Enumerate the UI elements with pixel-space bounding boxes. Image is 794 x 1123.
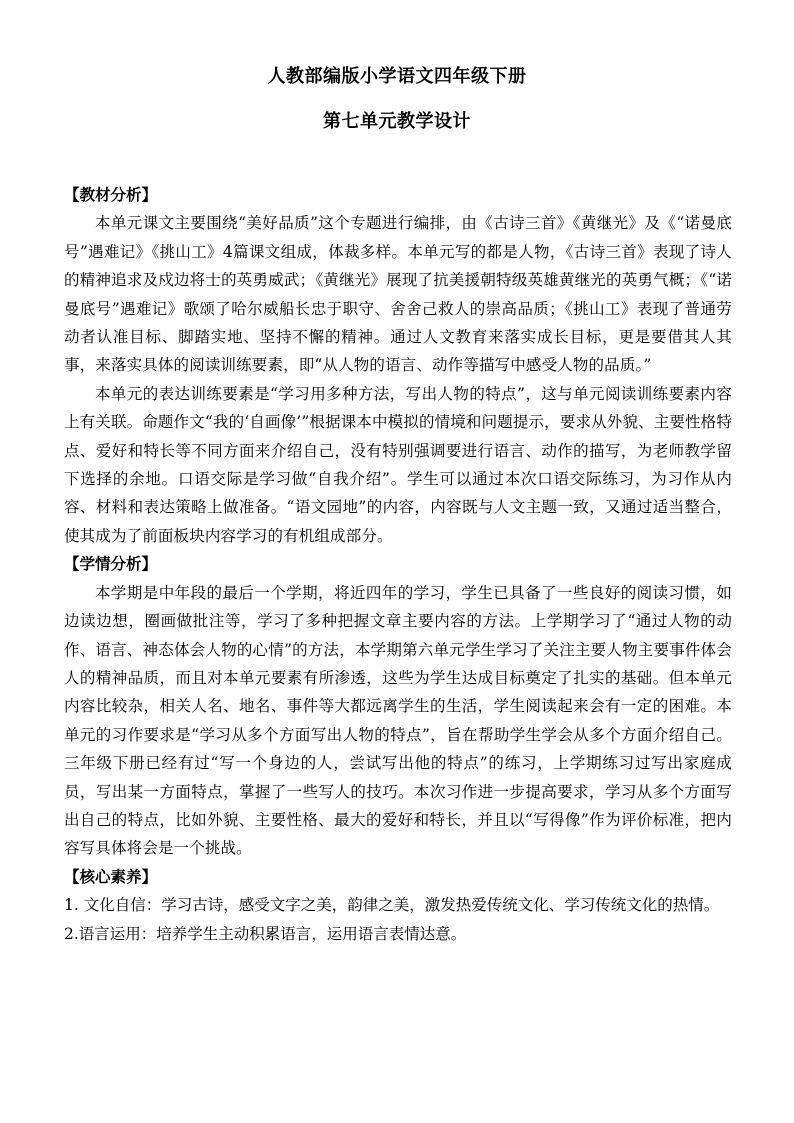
section-heading-core-literacy: 【核心素养】 [64, 867, 158, 886]
document-body [64, 181, 732, 948]
list-item: 2.语言运用：培养学生主动积累语言，运用语言表情达意。 [64, 924, 467, 943]
section-heading-textbook-analysis: 【教材分析】 [64, 186, 158, 204]
paragraph: 本单元的表达训练要素是“学习用多种方法，写出人物的特点”，这与单元阅读训练要素内容上有关联。命题作文“我的‘自画像’”根据课本中模拟的情境和问题提示，要求从外貌、主要性格特点、爱好和特长等不同方面来介绍自己，没有特别强调要进行语言、动作的描写，为老师教学留下选择的余地。口语交际是学习做“自我介绍”。学生可以通过本次口语交际练习，为习作从内容、材料和表达策略上做准备。“语文园地”的内容，内容既与人文主题一致，又通过适当整合，使其成为了前面板块内容学习的有机组成部分。 [64, 384, 732, 545]
document-title: 人教部编版小学语文四年级下册 [267, 66, 527, 87]
paragraph: 本学期是中年段的最后一个学期，将近四年的学习，学生已具备了一些良好的阅读习惯，如边读边想，圈画做批注等，学习了多种把握文章主要内容的方法。上学期学习了“通过人物的动作、语言、神态体会人物的心情”的方法，本学期第六单元学生学习了关注主要人物主要事件体会人的精神品质，而且对本单元要素有所渗透，这些为学生达成目标奠定了扎实的基础。但本单元内容比较杂，相关人名、地名、事件等大都远离学生的生活，学生阅读起来会有一定的困难。本单元的习作要求是“学习从多个方面写出人物的特点”，旨在帮助学生学会从多个方面介绍自己。三年级下册已经有过“写一个身边的人，尝试写出他的特点”的练习，上学期练习过写出家庭成员，写出某一方面特点，掌握了一些写人的技巧。本次习作进一步提高要求，学习从多个方面写出自己的特点，比如外貌、主要性格、最大的爱好和特长，并且以“写得像”作为评价标准，把内容写具体将会是一个挑战。 [64, 583, 732, 858]
document-subtitle: 第七单元教学设计 [323, 111, 471, 132]
list-item: 1. 文化自信：学习古诗，感受文字之美，韵律之美，激发热爱传统文化、学习传统文化的热情。 [64, 896, 720, 915]
paragraph: 本单元课文主要围绕“美好品质”这个专题进行编排，由《古诗三首》《黄继光》及《“诺曼底号”遇难记》《挑山工》4篇课文组成，体裁多样。本单元写的都是人物，《古诗三首》表现了诗人的精神追求及戍边将士的英勇威武；《黄继光》展现了抗美援朝特级英雄黄继光的英勇气概；《“诺曼底号”遇难记》歌颂了哈尔威船长忠于职守、舍舍己救人的崇高品质；《挑山工》表现了普通劳动者认准目标、脚踏实地、坚持不懈的精神。通过人文教育来落实成长目标，更是要借其人其事，来落实具体的阅读训练要素，即“从人物的语言、动作等描写中感受人物的品质。” [64, 214, 732, 375]
section-heading-student-analysis: 【学情分析】 [64, 555, 158, 574]
